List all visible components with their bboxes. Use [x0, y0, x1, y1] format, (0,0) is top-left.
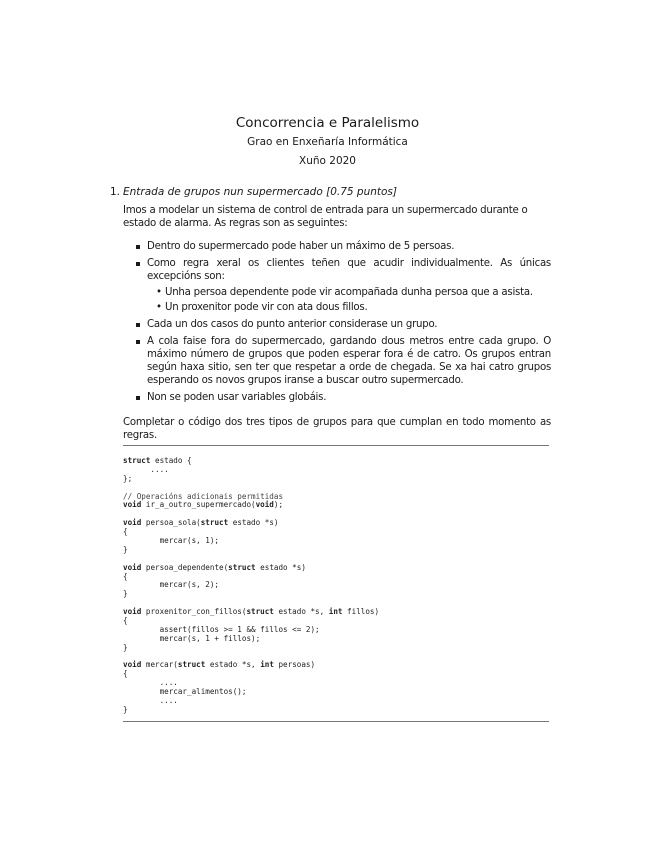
document-subtitle: Grao en Enxeñaría Informática: [247, 136, 408, 148]
rule-text: A cola faise fora do supermercado, gardando dous metros entre cada grupo. O máximo número de grupos que poden esperar fora é de catro. Os grupos entran según haxa sitio, sen ter que respetar a orde de chegada. Se xa hai catro grupos esperando os novos grupos iranse a buscar outro supermercado.: [147, 336, 551, 386]
code-line: ....: [123, 464, 169, 474]
document-date: Xuño 2020: [299, 155, 356, 167]
rule-item: [123, 240, 551, 253]
square-bullet-icon: [136, 262, 140, 266]
code-line: }: [123, 642, 128, 652]
square-bullet-icon: [136, 323, 140, 327]
code-line: }: [123, 544, 128, 554]
code-line: struct estado {: [123, 456, 192, 465]
code-line: {: [123, 669, 128, 679]
code-line: {: [123, 616, 128, 626]
code-line: void proxenitor_con_fillos(struct estado *s, int fillos): [123, 607, 380, 617]
code-line: mercar_alimentos();: [123, 687, 247, 697]
question-number: 1.: [110, 186, 121, 198]
square-bullet-icon: [136, 396, 140, 400]
exception-item: [147, 286, 551, 299]
rule-text: Dentro do supermercado pode haber un máximo de 5 persoas.: [147, 241, 455, 252]
code-line: mercar(s, 1 + fillos);: [123, 633, 261, 643]
exception-text: Un proxenitor pode vir con ata dous fillos.: [165, 302, 368, 313]
code-line: mercar(s, 2);: [123, 580, 220, 590]
square-bullet-icon: [136, 340, 140, 344]
code-line: ....: [123, 696, 178, 706]
rule-item: [123, 318, 551, 331]
square-bullet-icon: [136, 245, 140, 249]
code-bottom-divider: [123, 721, 549, 722]
rule-text: Cada un dos casos do punto anterior considerase un grupo.: [147, 319, 438, 330]
code-line: }: [123, 589, 128, 599]
code-line: }: [123, 704, 128, 714]
exception-text: Unha persoa dependente pode vir acompañada dunha persoa que a asista.: [165, 287, 533, 298]
exceptions-list: [147, 286, 551, 314]
rule-item: [123, 335, 551, 387]
code-line: {: [123, 527, 128, 537]
question-intro: Imos a modelar un sistema de control de entrada para un supermercado durante o estado de alarma. As regras son as seguintes:: [123, 205, 528, 229]
rule-text: Como regra xeral os clientes teñen que acudir individualmente. As únicas excepcións son:: [147, 258, 551, 282]
rule-text: Non se poden usar variables globáis.: [147, 392, 327, 403]
document-title: Concorrencia e Paralelismo: [235, 115, 420, 131]
dot-bullet-icon: •: [156, 287, 162, 298]
dot-bullet-icon: •: [156, 302, 162, 313]
code-line: ....: [123, 678, 178, 688]
code-line: mercar(s, 1);: [123, 536, 220, 546]
code-line: void persoa_dependente(struct estado *s): [123, 562, 306, 572]
rule-item: [123, 391, 551, 404]
code-line: void persoa_sola(struct estado *s): [123, 518, 279, 528]
rules-list: [123, 240, 551, 408]
rule-item: [123, 257, 551, 314]
code-line: assert(fillos >= 1 && fillos <= 2);: [123, 624, 320, 634]
code-line: // Operacións adicionais permitidas: [123, 491, 284, 501]
code-line: void ir_a_outro_supermercado(void);: [123, 500, 284, 510]
question-title: Entrada de grupos nun supermercado [0.75 puntos]: [123, 186, 397, 198]
code-listing: [123, 457, 379, 715]
code-line: };: [123, 473, 133, 483]
question-instructions: Completar o código dos tres tipos de grupos para que cumplan en todo momento as regras.: [123, 417, 551, 441]
code-top-divider: [123, 445, 549, 446]
code-line: void mercar(struct estado *s, int persoas): [123, 660, 316, 670]
code-line: {: [123, 571, 128, 581]
exception-item: [147, 301, 551, 314]
